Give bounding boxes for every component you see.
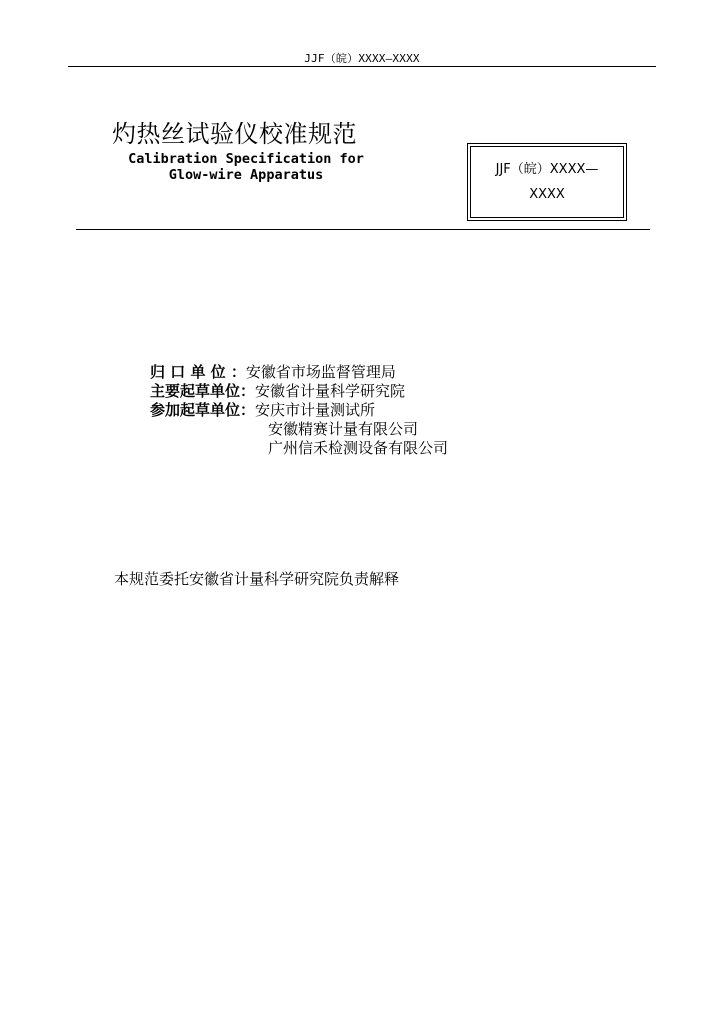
unit-row-main-drafter <box>150 382 448 401</box>
document-code-box <box>467 143 627 221</box>
responsible-units <box>150 363 448 458</box>
document-title-en-line1: Calibration Specification for <box>128 151 364 167</box>
document-title-en <box>112 151 380 183</box>
unit-extra-item: 广州信禾检测设备有限公司 <box>268 439 449 457</box>
interpretation-statement: 本规范委托安徽省计量科学研究院负责解释 <box>114 570 400 588</box>
unit-label: 归 口 单 位 ： <box>150 363 246 381</box>
unit-value: 安庆市计量测试所 <box>255 401 376 419</box>
unit-row-centralized <box>150 363 448 382</box>
title-divider <box>76 229 650 230</box>
document-title-en-line2: Glow-wire Apparatus <box>168 167 324 183</box>
header-divider <box>68 66 656 67</box>
unit-extra-item: 安徽精赛计量有限公司 <box>268 420 419 438</box>
unit-label: 主要起草单位： <box>150 382 256 400</box>
document-code-line2: XXXX <box>529 187 565 202</box>
document-code-box-inner <box>470 146 624 218</box>
header-code: JJF（皖）XXXX—XXXX <box>304 52 420 65</box>
unit-row-participating-drafter <box>150 401 448 420</box>
document-title-cn: 灼热丝试验仪校准规范 <box>112 120 357 148</box>
unit-value: 安徽省市场监督管理局 <box>245 363 396 381</box>
document-code-line1: JJF（皖）XXXX— <box>495 162 599 177</box>
unit-label: 参加起草单位： <box>150 401 256 419</box>
unit-value: 安徽省计量科学研究院 <box>255 382 406 400</box>
